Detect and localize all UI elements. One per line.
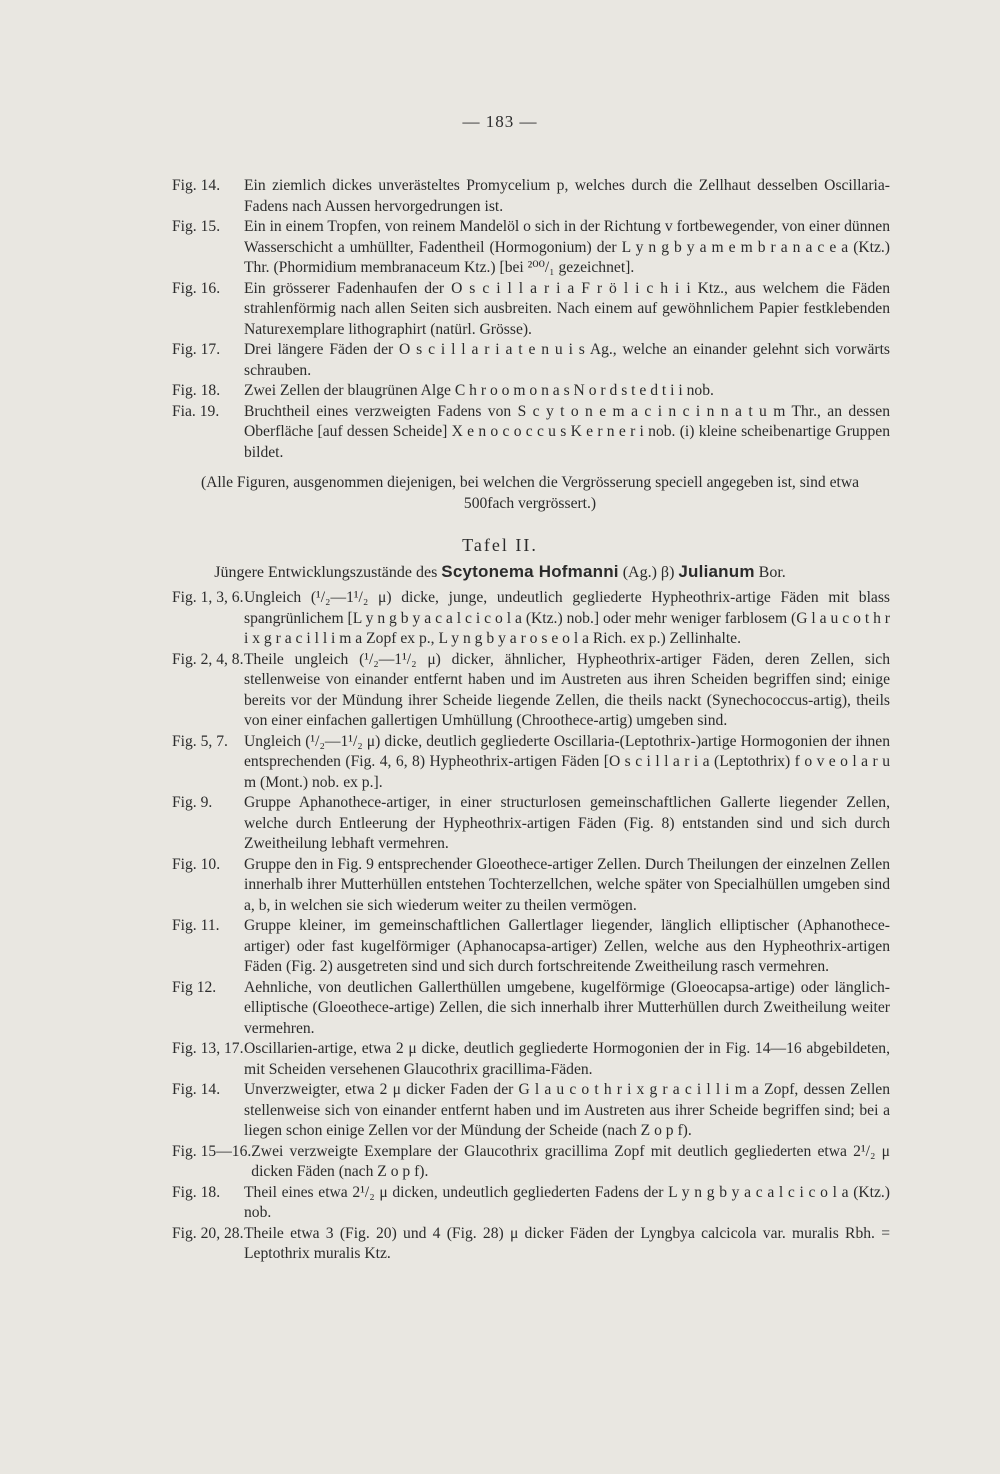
figure-label: Fig. 1, 3, 6.: [172, 589, 244, 606]
figure-label: Fig. 18.: [172, 1183, 221, 1201]
figure-label: Fig. 14.: [172, 177, 221, 194]
figure-caption: [172, 176, 890, 217]
figure-text: Unverzweigter, etwa 2 μ dicker Faden der G l a u c o t h r i x g r a c i l l i m a Zopf, dessen Zellen stellenweise sich von einander entfernt haben und im Austreten aus ihrer Scheide begriffen sind; bei a liegen schon einige Zellen vor der Mündung der Scheide (nach Z o p f).: [244, 1081, 890, 1139]
subtitle-pre: Jüngere Entwicklungszustände des: [214, 564, 438, 581]
subtitle-variety: Julianum: [678, 562, 755, 581]
figure-label: Fig. 5, 7.: [172, 732, 228, 750]
subtitle-species: Scytonema Hofmanni: [441, 562, 619, 581]
figure-text: Ein ziemlich dickes unverästeltes Promycelium p, welches durch die Zellhaut desselben Oscillaria-Fadens nach Aussen hervorgedrungen ist.: [244, 177, 890, 215]
figure-label: Fig. 20, 28.: [172, 1224, 244, 1242]
figure-text: Drei längere Fäden der O s c i l l a r i a t e n u i s Ag., welche an einander gelehnt sich vorwärts schrauben.: [244, 341, 890, 379]
figure-label: Fig. 2, 4, 8.: [172, 650, 244, 668]
figure-caption: [172, 978, 890, 1040]
subtitle-author: Bor.: [758, 564, 786, 581]
figure-caption: [172, 650, 890, 732]
subtitle-mid: (Ag.) β): [622, 564, 675, 581]
figure-text: Gruppe Aphanothece-artiger, in einer structurlosen gemeinschaftlichen Gallerte liegender Zellen, welche durch Entleerung der Hypheothrix-artigen Fäden (Fig. 8) entstanden sind und sich durch Zweitheilung lebhaft vermehren.: [244, 794, 890, 852]
figure-label: Fig. 11.: [172, 917, 220, 934]
figure-label: Fig. 10.: [172, 855, 221, 873]
section-title: Tafel II.: [462, 535, 538, 555]
figure-caption: [172, 217, 890, 279]
figure-text: Ein in einem Tropfen, von reinem Mandelöl o sich in der Richtung v fortbewegender, von einer dünnen Wasserschicht a umhüllter, Fadentheil (Hormogonium) der L y n g b y a m e m b r a n a c e a (Ktz.) Thr. (Phormidium membranaceum Ktz.) [bei ²⁰⁰/₁ gezeichnet].: [244, 218, 890, 276]
figure-text: Theile etwa 3 (Fig. 20) und 4 (Fig. 28) μ dicker Fäden der Lyngbya calcicola var. muralis Rbh. = Leptothrix muralis Ktz.: [244, 1224, 890, 1262]
figure-caption: [172, 732, 890, 794]
figure-caption: [172, 1183, 890, 1224]
figure-text: Oscillarien-artige, etwa 2 μ dicke, deutlich gegliederte Hormogonien der in Fig. 14—16 abgebildeten, mit Scheiden versehenen Glaucothrix gracillima-Fäden.: [244, 1040, 890, 1078]
figure-text: Zwei Zellen der blaugrünen Alge C h r o o m o n a s N o r d s t e d t i i nob.: [244, 382, 714, 399]
figure-text: Zwei verzweigte Exemplare der Glaucothrix gracillima Zopf mit deutlich gegliederten etwa 2¹/₂ μ dicken Fäden (nach Z o p f).: [251, 1142, 890, 1180]
figure-text: Ungleich (¹/₂—1¹/₂ μ) dicke, junge, undeutlich gegliederte Hypheothrix-artige Fäden mit blass spangrünlichem [L y n g b y a c a l c i c o l a (Ktz.) nob.] oder mehr weniger farblosem (G l a u c o t h r i x g r a c i l l i m a Zopf ex p., L y n g b y a r o s e o l a Rich. ex p.) Zellinhalte.: [244, 589, 890, 647]
figure-caption: [172, 1080, 890, 1142]
figure-label: Fig. 16.: [172, 279, 221, 297]
section-subtitle: [0, 562, 1000, 582]
figure-text: Gruppe kleiner, im gemeinschaftlichen Gallertlager liegender, länglich elliptischer (Aphanothece-artiger) oder fast kugelförmiger (Aphanocapsa-artiger) Zellen, welche aus den Hypheothrix-artigen Fäden (Fig. 2) ausgetreten sind und sich durch fortschreitende Zweitheilung rasch vermehren.: [244, 917, 890, 975]
magnification-note: (Alle Figuren, ausgenommen diejenigen, bei welchen die Vergrösserung speciell angegeben ist, sind etwa 500fach vergrössert.): [200, 474, 860, 512]
figure-caption: [172, 1142, 890, 1183]
figure-label: Fig. 14.: [172, 1081, 221, 1098]
figure-caption: [172, 588, 890, 650]
figure-text: Aehnliche, von deutlichen Gallerthüllen umgebene, kugelförmige (Gloeocapsa-artige) oder länglich-elliptische (Gloeothece-artige) Zellen, die sich innerhalb ihrer Mutterhüllen durch Zweitheilung weiter vermehren.: [244, 978, 890, 1037]
figure-list-tafel-1: [172, 176, 890, 463]
figure-text: Ein grösserer Fadenhaufen der O s c i l l a r i a F r ö l i c h i i Ktz., aus welchem die Fäden strahlenförmig nach allen Seiten sich ausbreiten. Nach einem auf gewöhnlichem Papier festklebenden Naturexemplare lithographirt (natürl. Grösse).: [244, 279, 890, 338]
figure-caption: [172, 916, 890, 978]
figure-label: Fig. 17.: [172, 341, 221, 358]
figure-caption: [172, 340, 890, 381]
figure-label: Fig. 13, 17.: [172, 1040, 244, 1057]
figure-caption: [172, 402, 890, 464]
figure-label: Fig. 15—16.: [172, 1142, 252, 1160]
figure-label: Fig. 18.: [172, 382, 221, 399]
figure-caption: [172, 279, 890, 341]
figure-caption: [172, 1039, 890, 1080]
page-number: — 183 —: [462, 112, 538, 131]
figure-text: Theil eines etwa 2¹/₂ μ dicken, undeutlich gegliederten Fadens der L y n g b y a c a l c i c o l a (Ktz.) nob.: [244, 1183, 890, 1221]
figure-caption: [172, 1224, 890, 1265]
figure-text: Ungleich (¹/₂—1¹/₂ μ) dicke, deutlich gegliederte Oscillaria-(Leptothrix-)artige Hormogonien der ihnen entsprechenden (Fig. 4, 6, 8) Hypheothrix-artigen Fäden [O s c i l l a r i a (Leptothrix) f o v e o l a r u m (Mont.) nob. ex p.].: [244, 732, 890, 791]
figure-caption: [172, 855, 890, 917]
figure-label: Fig. 9.: [172, 794, 213, 811]
figure-caption: [172, 381, 890, 402]
figure-label: Fia. 19.: [172, 402, 220, 420]
figure-label: Fig 12.: [172, 978, 217, 996]
figure-text: Theile ungleich (¹/₂—1¹/₂ μ) dicker, ähnlicher, Hypheothrix-artiger Fäden, deren Zellen, sich stellenweise von einander entfernt haben und im Austreten aus ihren Scheiden begriffen sind; einige bereits vor der Mündung ihrer Scheide liegende Zellen, die theils nackt (Synechococcus-artig), theils von einer einfachen gallertigen Umhüllung (Chroothece-artig) umgeben sind.: [244, 650, 890, 729]
figure-label: Fig. 15.: [172, 218, 221, 235]
figure-text: Gruppe den in Fig. 9 entsprechender Gloeothece-artiger Zellen. Durch Theilungen der einzelnen Zellen innerhalb ihrer Mutterhüllen entstehen Tochterzellchen, welche später von Specialhüllen umgeben sind a, b, in welchen sie sich wiederum weiter zu theilen vermögen.: [244, 855, 890, 914]
figure-caption: [172, 793, 890, 855]
figure-text: Bruchtheil eines verzweigten Fadens von S c y t o n e m a c i n c i n n a t u m Thr., an dessen Oberfläche [auf dessen Scheide] X e n o c o c c u s K e r n e r i nob. (i) kleine scheibenartige Gruppen bildet.: [244, 402, 890, 461]
figure-list-tafel-2: [172, 588, 890, 1265]
